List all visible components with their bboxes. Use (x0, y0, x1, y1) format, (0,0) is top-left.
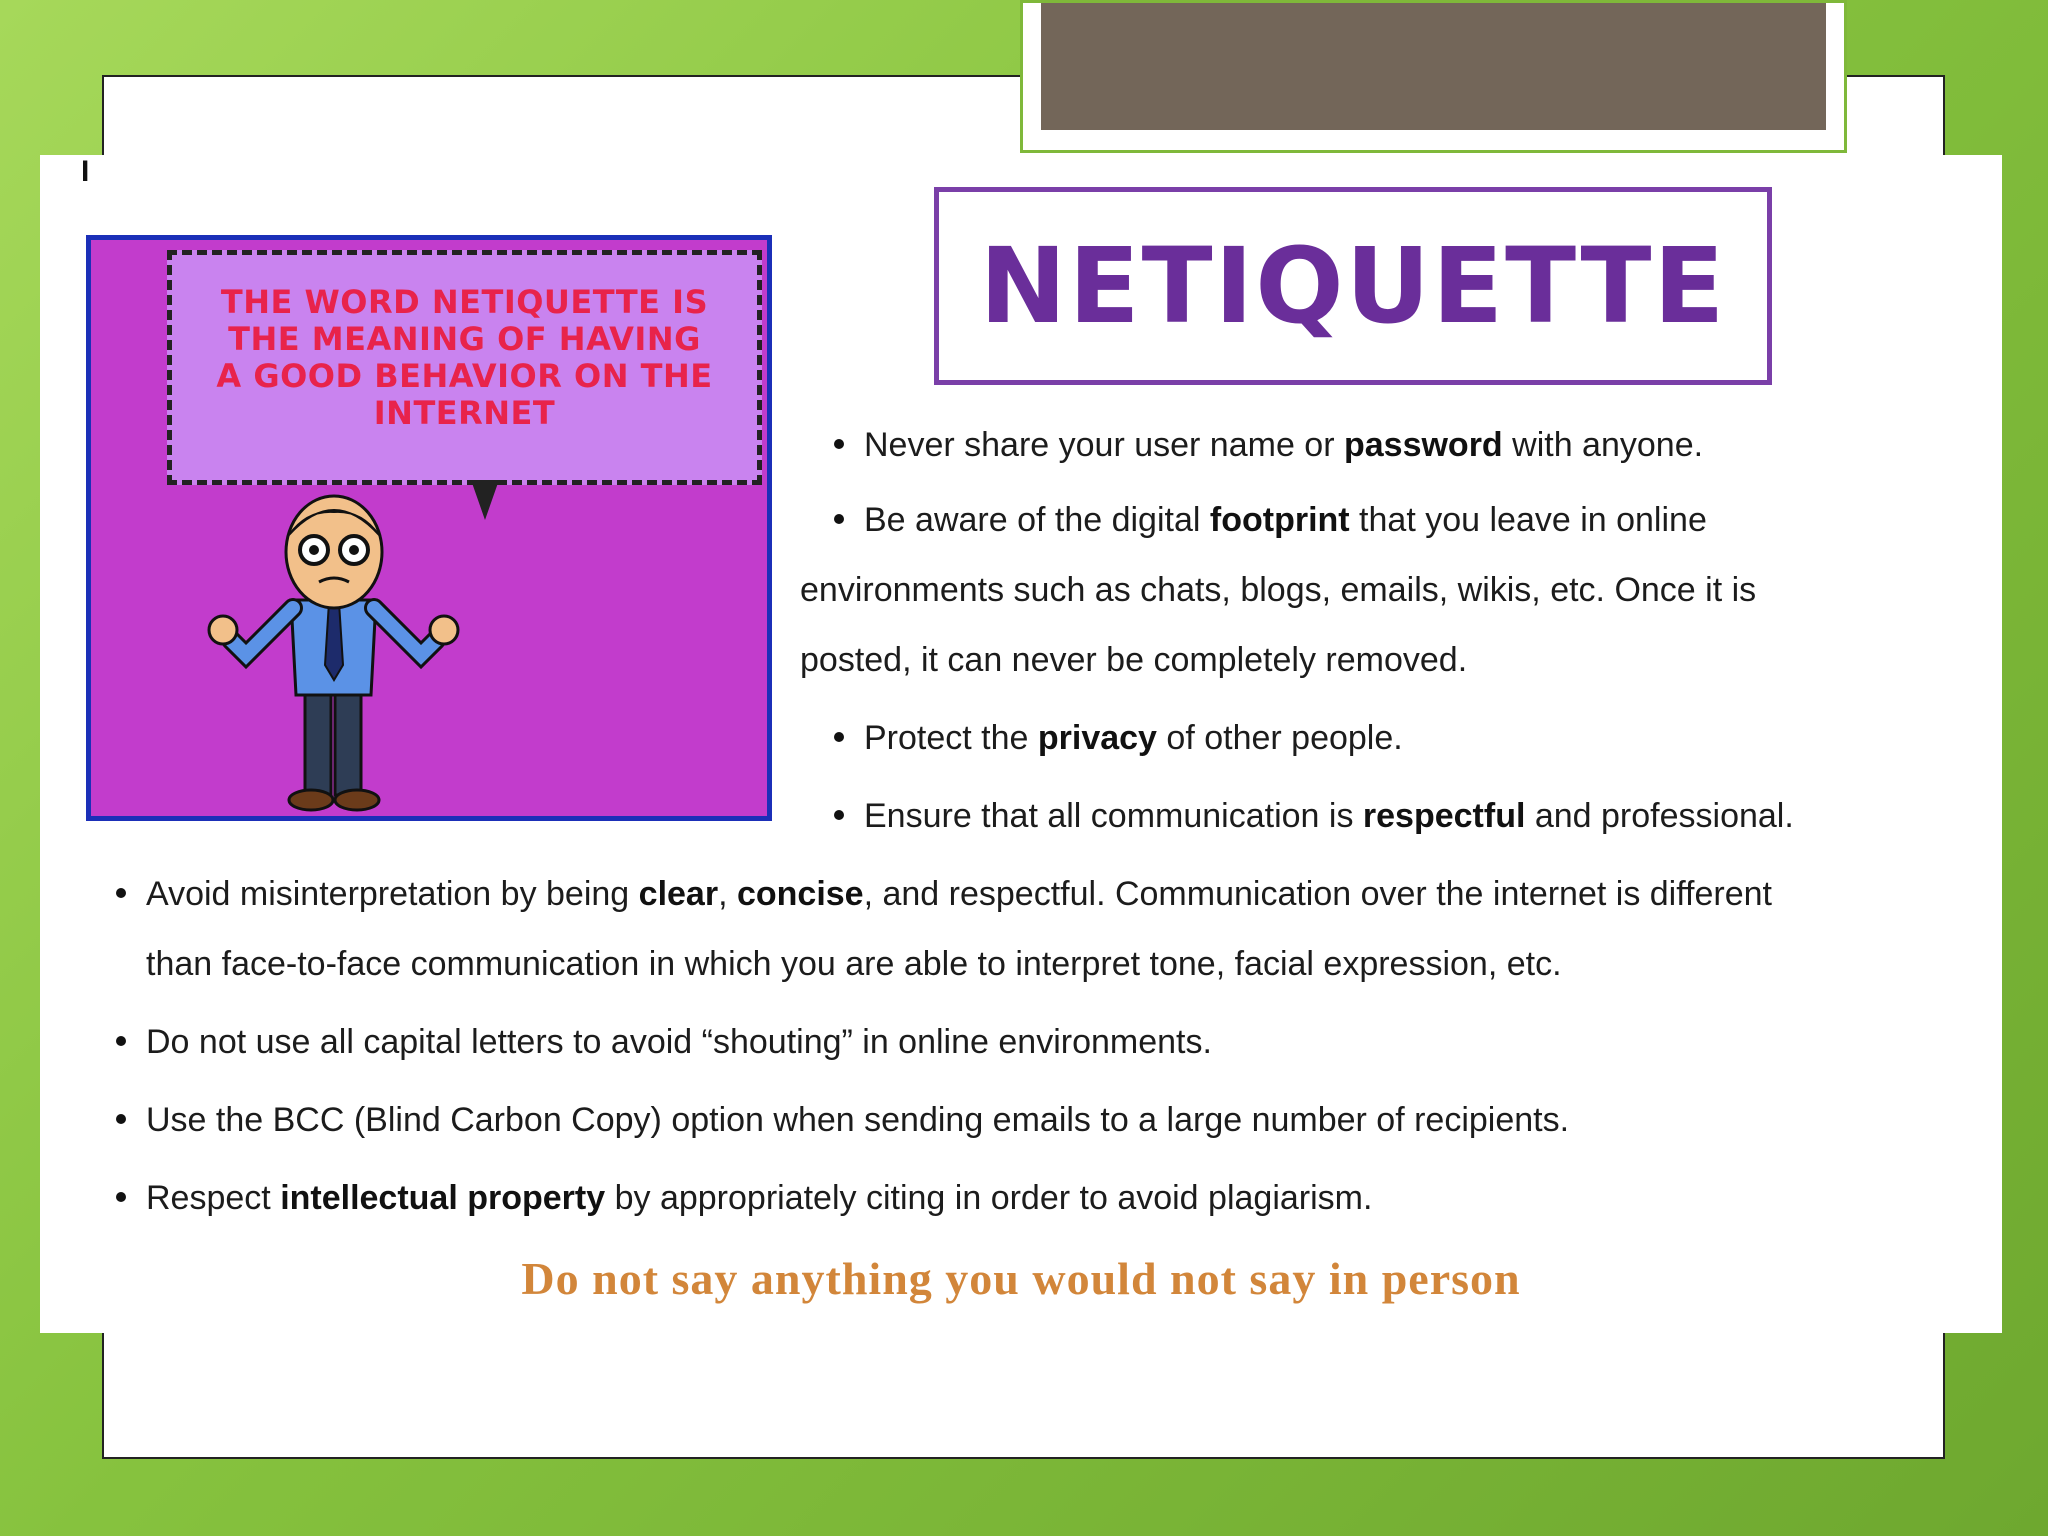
rule-item: Never share your user name or password with anyone. (834, 425, 1703, 465)
bullet-icon (116, 1036, 126, 1046)
comic-panel (86, 235, 772, 821)
slide-content (40, 155, 2002, 1333)
cartoon-man-icon (201, 490, 481, 820)
rule-item: Be aware of the digital footprint that you leave in online (834, 500, 1707, 540)
rule-item: Ensure that all communication is respectful and professional. (834, 796, 1794, 836)
speech-bubble (167, 250, 762, 485)
bubble-text: THE WORD NETIQUETTE IS THE MEANING OF HAVING A GOOD BEHAVIOR ON THE INTERNET (216, 282, 713, 432)
bullet-icon (834, 732, 844, 742)
bullet-icon (116, 888, 126, 898)
rule-item: Avoid misinterpretation by being clear, concise, and respectful. Communication over the internet is different (116, 874, 1772, 914)
rule-item: Do not use all capital letters to avoid “shouting” in online environments. (116, 1022, 1212, 1062)
rule-item: Protect the privacy of other people. (834, 718, 1403, 758)
rule-continuation: environments such as chats, blogs, emails, wikis, etc. Once it is (800, 571, 1757, 609)
rule-continuation: posted, it can never be completely removed. (800, 641, 1468, 679)
page-title: NETIQUETTE (979, 225, 1727, 347)
title-placeholder-fill (1041, 3, 1826, 130)
closing-statement: Do not say anything you would not say in person (521, 1253, 1521, 1304)
netiquette-title-box (934, 187, 1772, 385)
bullet-icon (834, 439, 844, 449)
bullet-icon (116, 1114, 126, 1124)
bullet-icon (116, 1192, 126, 1202)
rule-item: Respect intellectual property by appropriately citing in order to avoid plagiarism. (116, 1178, 1372, 1218)
text-cursor: I (81, 155, 90, 188)
rule-continuation: than face-to-face communication in which you are able to interpret tone, facial expression, etc. (146, 945, 1562, 983)
slide-title-placeholder (1020, 0, 1847, 153)
rule-item: Use the BCC (Blind Carbon Copy) option when sending emails to a large number of recipients. (116, 1100, 1569, 1140)
bullet-icon (834, 810, 844, 820)
bullet-icon (834, 514, 844, 524)
